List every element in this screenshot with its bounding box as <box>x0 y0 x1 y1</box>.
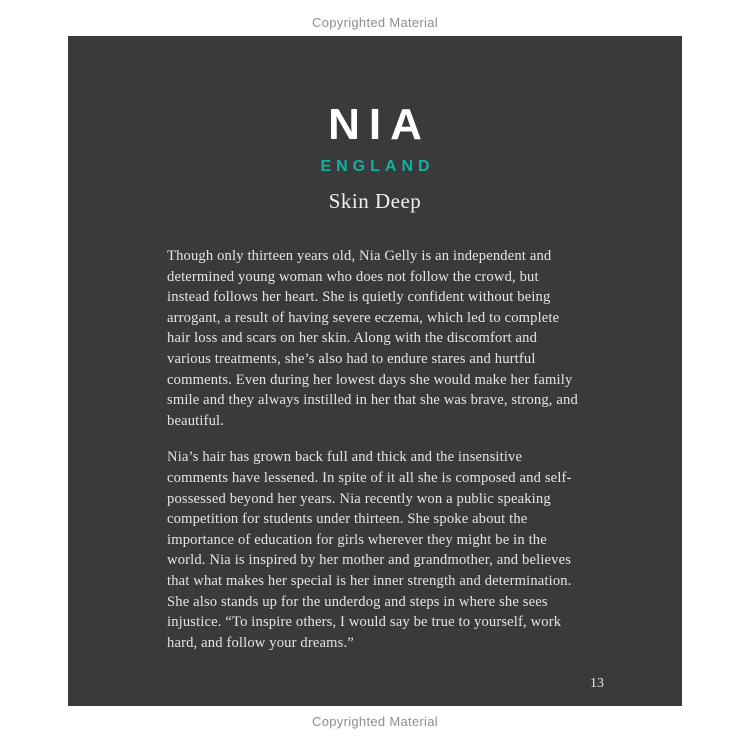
paragraph-2: Nia’s hair has grown back full and thick and the insensitive comments have lessened. In spite of it all she is composed and self-possessed beyond her years. Nia recently won a public speaking competition for students under thirteen. She spoke about the importance of education for girls wherever they might be in the world. Nia is inspired by her mother and grandmother, and believes that what makes her special is her inner strength and determination. She also stands up for the underdog and steps in where she sees injustice. “To inspire others, I would say be true to yourself, work hard, and follow your dreams.” <box>167 449 572 651</box>
country-label: ENGLAND <box>320 158 435 175</box>
copyright-notice-top: Copyrighted Material <box>312 15 438 30</box>
paragraph-1: Though only thirteen years old, Nia Gelly is an independent and determined young woman who does not follow the crowd, but instead follows her heart. She is quietly confident without being arrogant, a result of having severe eczema, which led to complete hair loss and scars on her skin. Along with the discomfort and various treatments, she’s also had to endure stares and hurtful comments. Even during her lowest days she would make her family smile and they always instilled in her that she was brave, strong, and beautiful. <box>167 248 578 429</box>
body-text <box>167 246 584 653</box>
chapter-tagline: Skin Deep <box>328 189 422 213</box>
book-page <box>68 36 682 706</box>
page-title: NIA <box>328 100 431 149</box>
page-number: 13 <box>590 676 604 691</box>
copyright-notice-bottom: Copyrighted Material <box>312 714 438 729</box>
